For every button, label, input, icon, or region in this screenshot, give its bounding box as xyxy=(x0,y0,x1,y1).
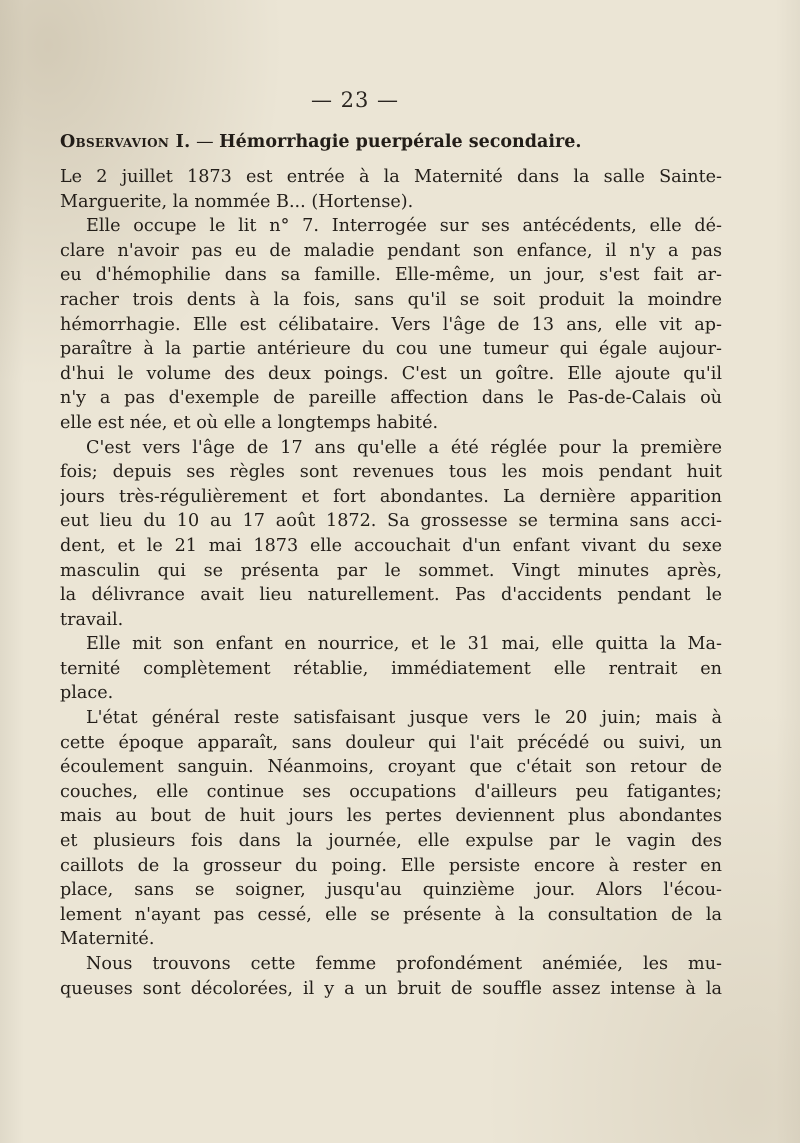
body-line: lement n'ayant pas cessé, elle se présente à la consultation de la xyxy=(60,904,722,925)
body-text xyxy=(60,165,722,1001)
body-line: fois; depuis ses règles sont revenues tous les mois pendant huit xyxy=(60,462,722,483)
body-line: masculin qui se présenta par le sommet. Vingt minutes après, xyxy=(60,560,722,581)
body-line: clare n'avoir pas eu de maladie pendant son enfance, il n'y a pas xyxy=(60,240,722,261)
body-line: et plusieurs fois dans la journée, elle expulse par le vagin des xyxy=(60,831,722,852)
body-line: C'est vers l'âge de 17 ans qu'elle a été réglée pour la première xyxy=(86,437,722,458)
title-separator: — xyxy=(196,132,214,152)
body-line: caillots de la grosseur du poing. Elle persiste encore à rester en xyxy=(60,855,722,876)
body-line: hémorrhagie. Elle est célibataire. Vers l'âge de 13 ans, elle vit ap- xyxy=(60,314,722,335)
body-line: n'y a pas d'exemple de pareille affection dans le Pas-de-Calais où xyxy=(60,388,722,409)
body-line: place. xyxy=(60,683,114,704)
body-line: d'hui le volume des deux poings. C'est un goître. Elle ajoute qu'il xyxy=(60,363,722,384)
observation-label: Observavion I. xyxy=(60,132,191,152)
body-line: couches, elle continue ses occupations d'ailleurs peu fatigantes; xyxy=(60,781,722,802)
body-line: écoulement sanguin. Néanmoins, croyant que c'était son retour de xyxy=(60,757,722,778)
body-line: L'état général reste satisfaisant jusque vers le 20 juin; mais à xyxy=(86,708,722,729)
body-line: eu d'hémophilie dans sa famille. Elle-même, un jour, s'est fait ar- xyxy=(60,265,722,286)
body-line: paraître à la partie antérieure du cou une tumeur qui égale aujour- xyxy=(60,339,722,360)
body-line: mais au bout de huit jours les pertes deviennent plus abondantes xyxy=(60,806,722,827)
observation-title xyxy=(60,132,720,152)
body-line: queuses sont décolorées, il y a un bruit de souffle assez intense à la xyxy=(60,978,722,999)
page-number: — 23 — xyxy=(310,88,400,112)
body-line: eut lieu du 10 au 17 août 1872. Sa grossesse se termina sans acci- xyxy=(60,511,722,532)
body-line: Elle mit son enfant en nourrice, et le 31 mai, elle quitta la Ma- xyxy=(86,634,722,655)
observation-heading: Hémorrhagie puerpérale secondaire. xyxy=(219,132,582,152)
body-line: elle est née, et où elle a longtemps habité. xyxy=(60,412,439,433)
body-line: Elle occupe le lit n° 7. Interrogée sur ses antécédents, elle dé- xyxy=(86,216,722,237)
body-line: Le 2 juillet 1873 est entrée à la Maternité dans la salle Sainte- xyxy=(60,167,722,187)
body-line: jours très-régulièrement et fort abondantes. La dernière apparition xyxy=(60,486,722,507)
body-line: Maternité. xyxy=(60,929,155,950)
body-line: la délivrance avait lieu naturellement. Pas d'accidents pendant le xyxy=(60,585,722,606)
body-line: place, sans se soigner, jusqu'au quinzième jour. Alors l'écou- xyxy=(60,880,722,901)
body-line: racher trois dents à la fois, sans qu'il se soit produit la moindre xyxy=(60,289,722,310)
body-line: travail. xyxy=(60,609,124,630)
body-line: ternité complètement rétablie, immédiatement elle rentrait en xyxy=(60,658,722,679)
body-line: Marguerite, la nommée B... (Hortense). xyxy=(60,191,414,212)
body-line: Nous trouvons cette femme profondément anémiée, les mu- xyxy=(86,954,722,974)
body-line: dent, et le 21 mai 1873 elle accouchait d'un enfant vivant du sexe xyxy=(60,535,722,556)
body-line: cette époque apparaît, sans douleur qui l'ait précédé ou suivi, un xyxy=(60,732,722,753)
